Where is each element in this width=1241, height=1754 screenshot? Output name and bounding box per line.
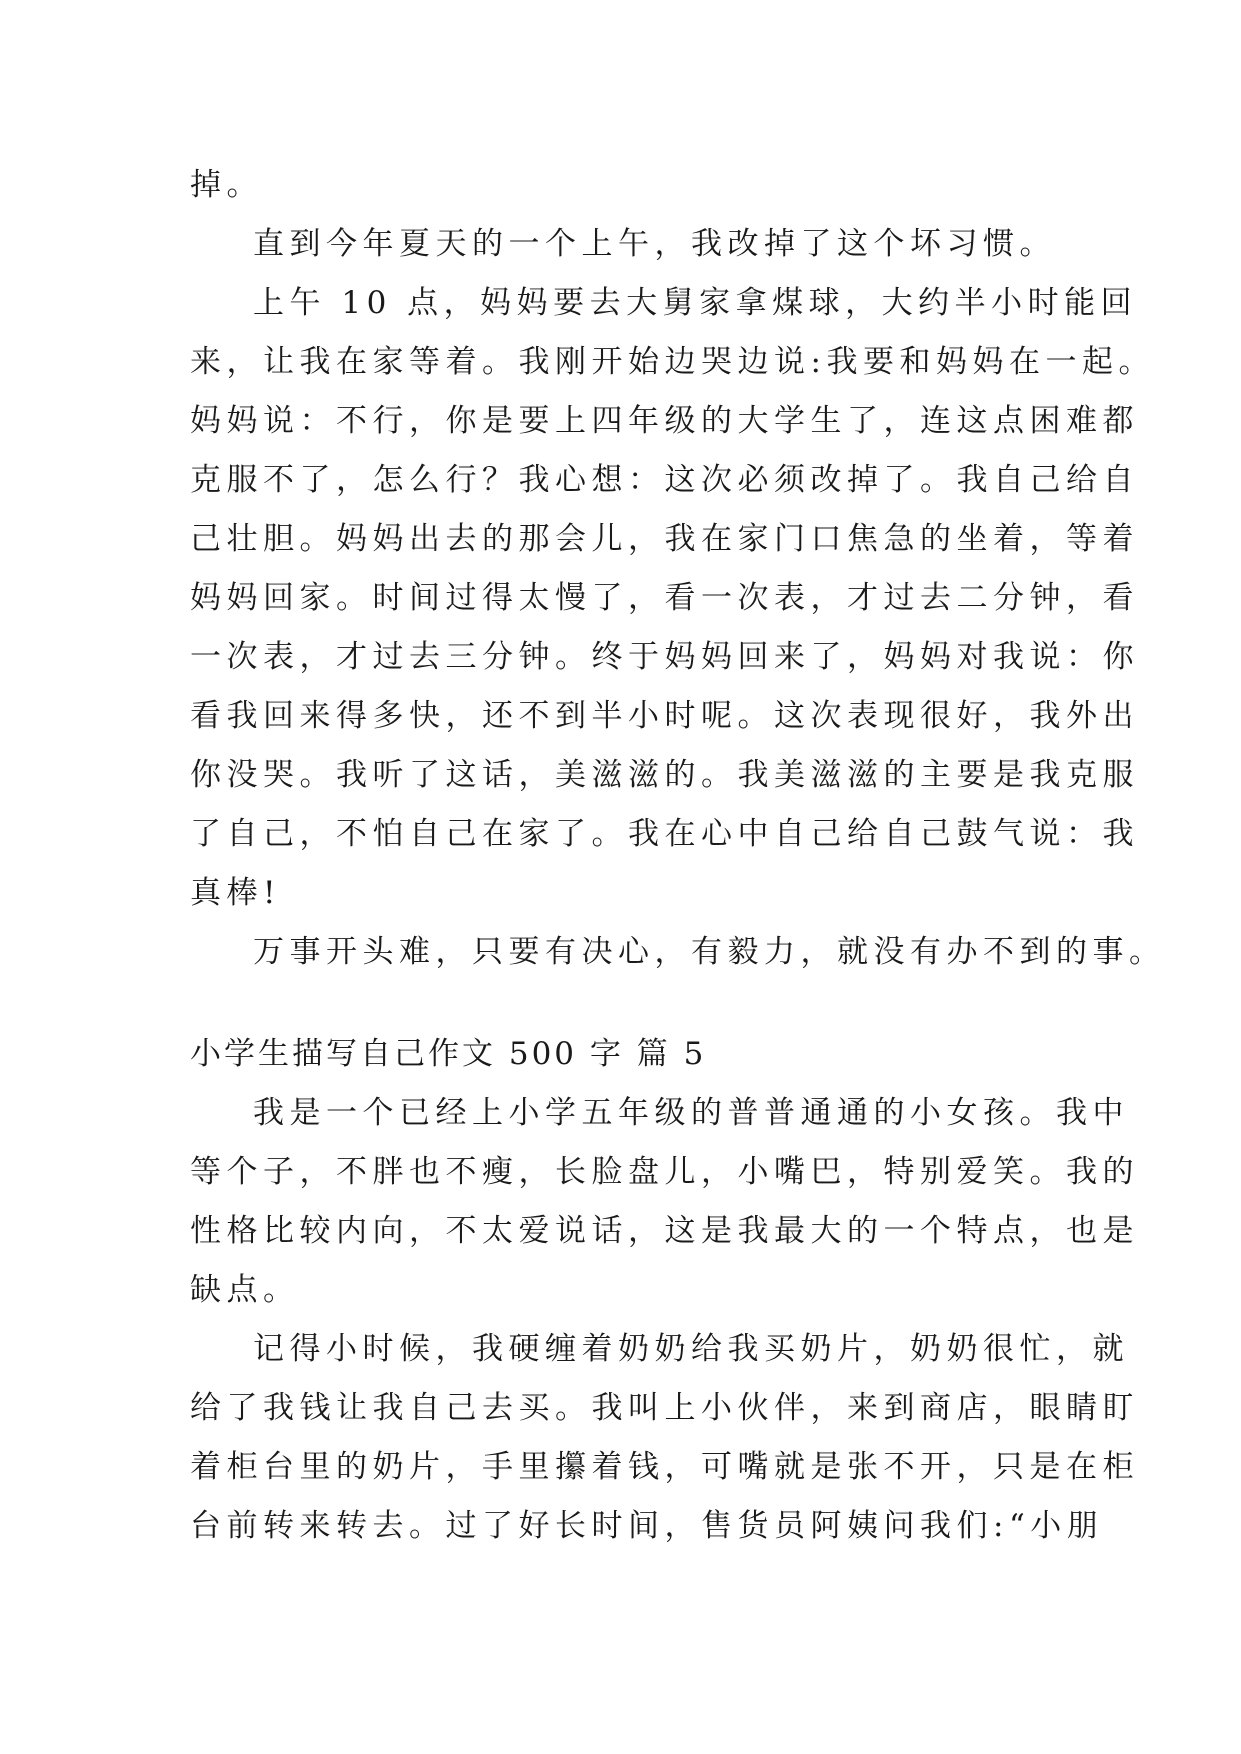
body-text-line: 来，让我在家等着。我刚开始边哭边说:我要和妈妈在一起。: [190, 344, 1155, 380]
body-text-line: 掉。: [190, 167, 263, 203]
paragraph-start-line: 我是一个已经上小学五年级的普普通通的小女孩。我中: [253, 1095, 1129, 1131]
body-text-line: 一次表，才过去三分钟。终于妈妈回来了，妈妈对我说：你: [190, 639, 1139, 675]
body-text-line: 着柜台里的奶片，手里攥着钱，可嘴就是张不开，只是在柜: [190, 1449, 1139, 1485]
paragraph-start-line: 上午 10 点，妈妈要去大舅家拿煤球，大约半小时能回: [253, 285, 1138, 321]
section-heading: 小学生描写自己作文 500 字 篇 5: [190, 1036, 707, 1072]
paragraph-start-line: 记得小时候，我硬缠着奶奶给我买奶片，奶奶很忙，就: [253, 1331, 1129, 1367]
paragraph-start-line: 直到今年夏天的一个上午，我改掉了这个坏习惯。: [253, 226, 1056, 262]
body-text-line: 妈妈说：不行，你是要上四年级的大学生了，连这点困难都: [190, 403, 1139, 439]
body-text-line: 妈妈回家。时间过得太慢了，看一次表，才过去二分钟，看: [190, 580, 1139, 616]
body-text-line: 你没哭。我听了这话，美滋滋的。我美滋滋的主要是我克服: [190, 757, 1139, 793]
body-text-line: 缺点。: [190, 1272, 300, 1308]
body-text-line: 克服不了，怎么行？我心想：这次必须改掉了。我自己给自: [190, 462, 1139, 498]
body-text-line: 等个子，不胖也不瘦，长脸盘儿，小嘴巴，特别爱笑。我的: [190, 1154, 1139, 1190]
body-text-line: 看我回来得多快，还不到半小时呢。这次表现很好，我外出: [190, 698, 1139, 734]
body-text-line: 己壮胆。妈妈出去的那会儿，我在家门口焦急的坐着，等着: [190, 521, 1139, 557]
body-text-line: 台前转来转去。过了好长时间，售货员阿姨问我们:“小朋: [190, 1508, 1104, 1544]
body-text-line: 给了我钱让我自己去买。我叫上小伙伴，来到商店，眼睛盯: [190, 1390, 1139, 1426]
body-text-line: 真棒!: [190, 875, 281, 911]
paragraph-start-line: 万事开头难，只要有决心，有毅力，就没有办不到的事。: [253, 934, 1166, 970]
body-text-line: 了自己，不怕自己在家了。我在心中自己给自己鼓气说：我: [190, 816, 1139, 852]
body-text-line: 性格比较内向，不太爱说话，这是我最大的一个特点，也是: [190, 1213, 1139, 1249]
